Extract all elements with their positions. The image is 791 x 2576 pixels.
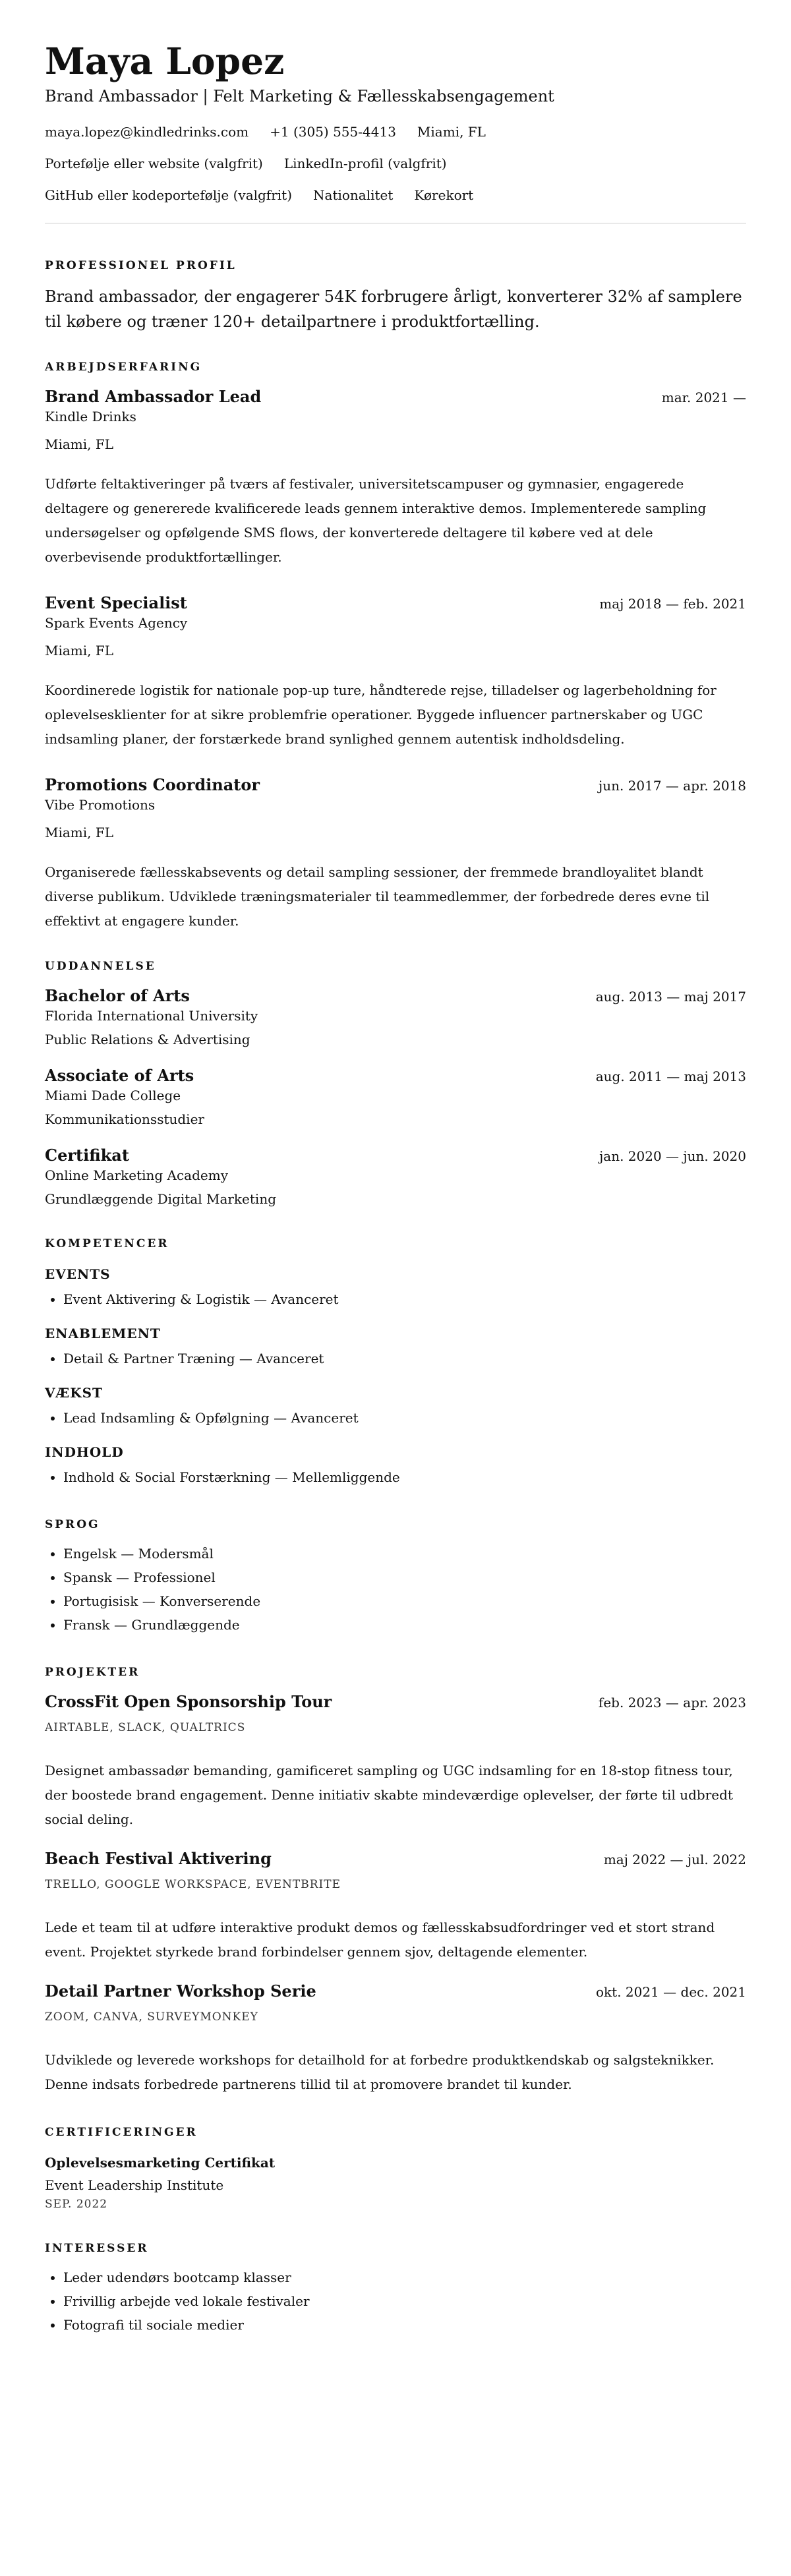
education-date: aug. 2013 — maj 2017 [595,989,746,1005]
skill-group [45,1324,746,1370]
section-title-projects: PROJEKTER [45,1666,140,1679]
degree: Associate of Arts [45,1066,194,1085]
section-title-languages: SPROG [45,1518,100,1531]
job-location: Miami, FL [45,436,114,452]
candidate-name: Maya Lopez [45,40,285,82]
contact-line-3 [45,186,746,204]
skill-item: • Event Aktivering & Logistik — Avanceret [63,1287,746,1311]
skill-list [45,1465,746,1489]
project-date: feb. 2023 — apr. 2023 [598,1695,746,1711]
certification-name: Oplevelsesmarketing Certifikat [45,2155,276,2171]
degree: Bachelor of Arts [45,986,190,1005]
language-item: • Engelsk — Modersmål [63,1542,746,1566]
company-name: Vibe Promotions [45,797,156,813]
interest-list [45,2266,746,2337]
skill-list [45,1347,746,1370]
skill-item: • Indhold & Social Forstærkning — Mellemliggende [63,1465,746,1489]
headline: Brand Ambassador | Felt Marketing & Fællesskabsengagement [45,87,554,105]
location: Miami, FL [417,124,486,140]
education-date: aug. 2011 — maj 2013 [595,1068,746,1084]
language-item: • Fransk — Grundlæggende [63,1613,746,1637]
field-of-study: Public Relations & Advertising [45,1032,250,1047]
skill-group-title: EVENTS [45,1266,111,1282]
education-item [45,986,746,1049]
job-date: maj 2018 — feb. 2021 [599,596,746,612]
experience-item [45,387,746,570]
project-tech: AIRTABLE, SLACK, QUALTRICS [45,1721,246,1734]
portfolio-link[interactable]: Portefølje eller website (valgfrit) [45,156,263,171]
project-tech: ZOOM, CANVA, SURVEYMONKEY [45,2010,258,2024]
job-description: Organiserede fællesskabsevents og detail sampling sessioner, der fremmede brandloyalitet blandt diverse publikum. Udviklede træningsmaterialer til teammedlemmer, der forbedrede deres evne til effektivt at engagere kunder. [45,864,710,929]
project-date: maj 2022 — jul. 2022 [603,1852,746,1867]
skill-list [45,1287,746,1311]
job-date: mar. 2021 — [661,390,746,405]
job-title: Brand Ambassador Lead [45,387,262,406]
drivers-license: Kørekort [414,187,474,203]
project-description: Lede et team til at udføre interaktive produkt demos og fællesskabsudfordringer ved et stort strand event. Projektet styrkede brand forbindelser gennem sjov, deltagende elementer. [45,1919,715,1960]
school-name: Florida International University [45,1008,258,1024]
company-name: Kindle Drinks [45,409,136,424]
project-item [45,1981,746,2097]
interest-item: • Frivillig arbejde ved lokale festivaler [63,2289,746,2313]
skill-list [45,1406,746,1430]
linkedin-link[interactable]: LinkedIn-profil (valgfrit) [283,156,447,171]
section-title-education: UDDANNELSE [45,960,156,973]
experience-item [45,775,746,933]
degree: Certifikat [45,1146,129,1165]
section-title-experience: ARBEJDSERFARING [45,361,202,374]
job-description: Koordinerede logistik for nationale pop-up ture, håndterede rejse, tilladelser og lagerbeholdning for oplevelsesklienter for at sikre problemfrie operationer. Byggede influencer partnerskaber og UGC indsamling planer, der forstærkede brand synlighed gennem autentisk indholdsdeling. [45,682,717,747]
company-name: Spark Events Agency [45,615,188,631]
certification-issuer: Event Leadership Institute [45,2177,224,2193]
skill-group [45,1384,746,1430]
education-item [45,1066,746,1128]
education-date: jan. 2020 — jun. 2020 [599,1148,746,1164]
language-list [45,1542,746,1637]
project-name: CrossFit Open Sponsorship Tour [45,1692,332,1711]
job-location: Miami, FL [45,643,114,659]
email-link[interactable]: maya.lopez@kindledrinks.com [45,124,249,140]
skill-group-title: VÆKST [45,1385,103,1401]
interest-item: • Fotografi til sociale medier [63,2313,746,2337]
project-item [45,1849,746,1964]
interest-item: • Leder udendørs bootcamp klasser [63,2266,746,2289]
certification-date: SEP. 2022 [45,2198,108,2211]
job-title: Promotions Coordinator [45,775,260,794]
profile-summary: Brand ambassador, der engagerer 54K forbrugere årligt, konverterer 32% af samplere til købere og træner 120+ detailpartnere i produktfortælling. [45,287,742,331]
job-date: jun. 2017 — apr. 2018 [599,778,746,794]
skill-group [45,1443,746,1489]
school-name: Online Marketing Academy [45,1167,229,1183]
skill-group-title: ENABLEMENT [45,1326,161,1341]
section-title-certifications: CERTIFICERINGER [45,2126,198,2139]
contact-line-2 [45,154,746,173]
language-item: • Portugisisk — Konverserende [63,1589,746,1613]
job-description: Udførte feltaktiveringer på tværs af festivaler, universitetscampuser og gymnasier, engagerede deltagere og genererede kvalificerede leads gennem interaktive demos. Implementerede sampling undersøgelser og opfølgende SMS flows, der konverterede deltagere til købere ved at dele overbevisende produktfortællinger. [45,476,707,565]
project-tech: TRELLO, GOOGLE WORKSPACE, EVENTBRITE [45,1878,341,1891]
skill-group [45,1265,746,1311]
section-title-skills: KOMPETENCER [45,1237,169,1250]
field-of-study: Kommunikationsstudier [45,1111,204,1127]
skill-item: • Detail & Partner Træning — Avanceret [63,1347,746,1370]
job-title: Event Specialist [45,593,187,612]
project-item [45,1692,746,1832]
project-name: Detail Partner Workshop Serie [45,1981,316,2001]
phone-number: +1 (305) 555-4413 [270,124,396,140]
certification-item [45,2153,746,2213]
project-description: Udviklede og leverede workshops for detailhold for at forbedre produktkendskab og salgsteknikker. Denne indsats forbedrede partnerens tillid til at promovere brandet til kunder. [45,2052,715,2092]
nationality: Nationalitet [313,187,394,203]
job-location: Miami, FL [45,825,114,840]
contact-line-1 [45,123,746,141]
education-item [45,1146,746,1208]
skill-group-title: INDHOLD [45,1444,124,1460]
section-title-profile: PROFESSIONEL PROFIL [45,259,237,272]
github-link[interactable]: GitHub eller kodeportefølje (valgfrit) [45,187,293,203]
project-description: Designet ambassadør bemanding, gamificeret sampling og UGC indsamling for en 18-stop fitness tour, der boostede brand engagement. Denne initiativ skabte mindeværdige oplevelser, der førte til udbredt social deling. [45,1763,733,1827]
field-of-study: Grundlæggende Digital Marketing [45,1191,276,1207]
experience-item [45,593,746,751]
language-item: • Spansk — Professionel [63,1566,746,1589]
project-date: okt. 2021 — dec. 2021 [596,1984,746,2000]
project-name: Beach Festival Aktivering [45,1849,272,1868]
skill-item: • Lead Indsamling & Opfølgning — Avanceret [63,1406,746,1430]
school-name: Miami Dade College [45,1088,181,1103]
section-title-interests: INTERESSER [45,2242,149,2255]
